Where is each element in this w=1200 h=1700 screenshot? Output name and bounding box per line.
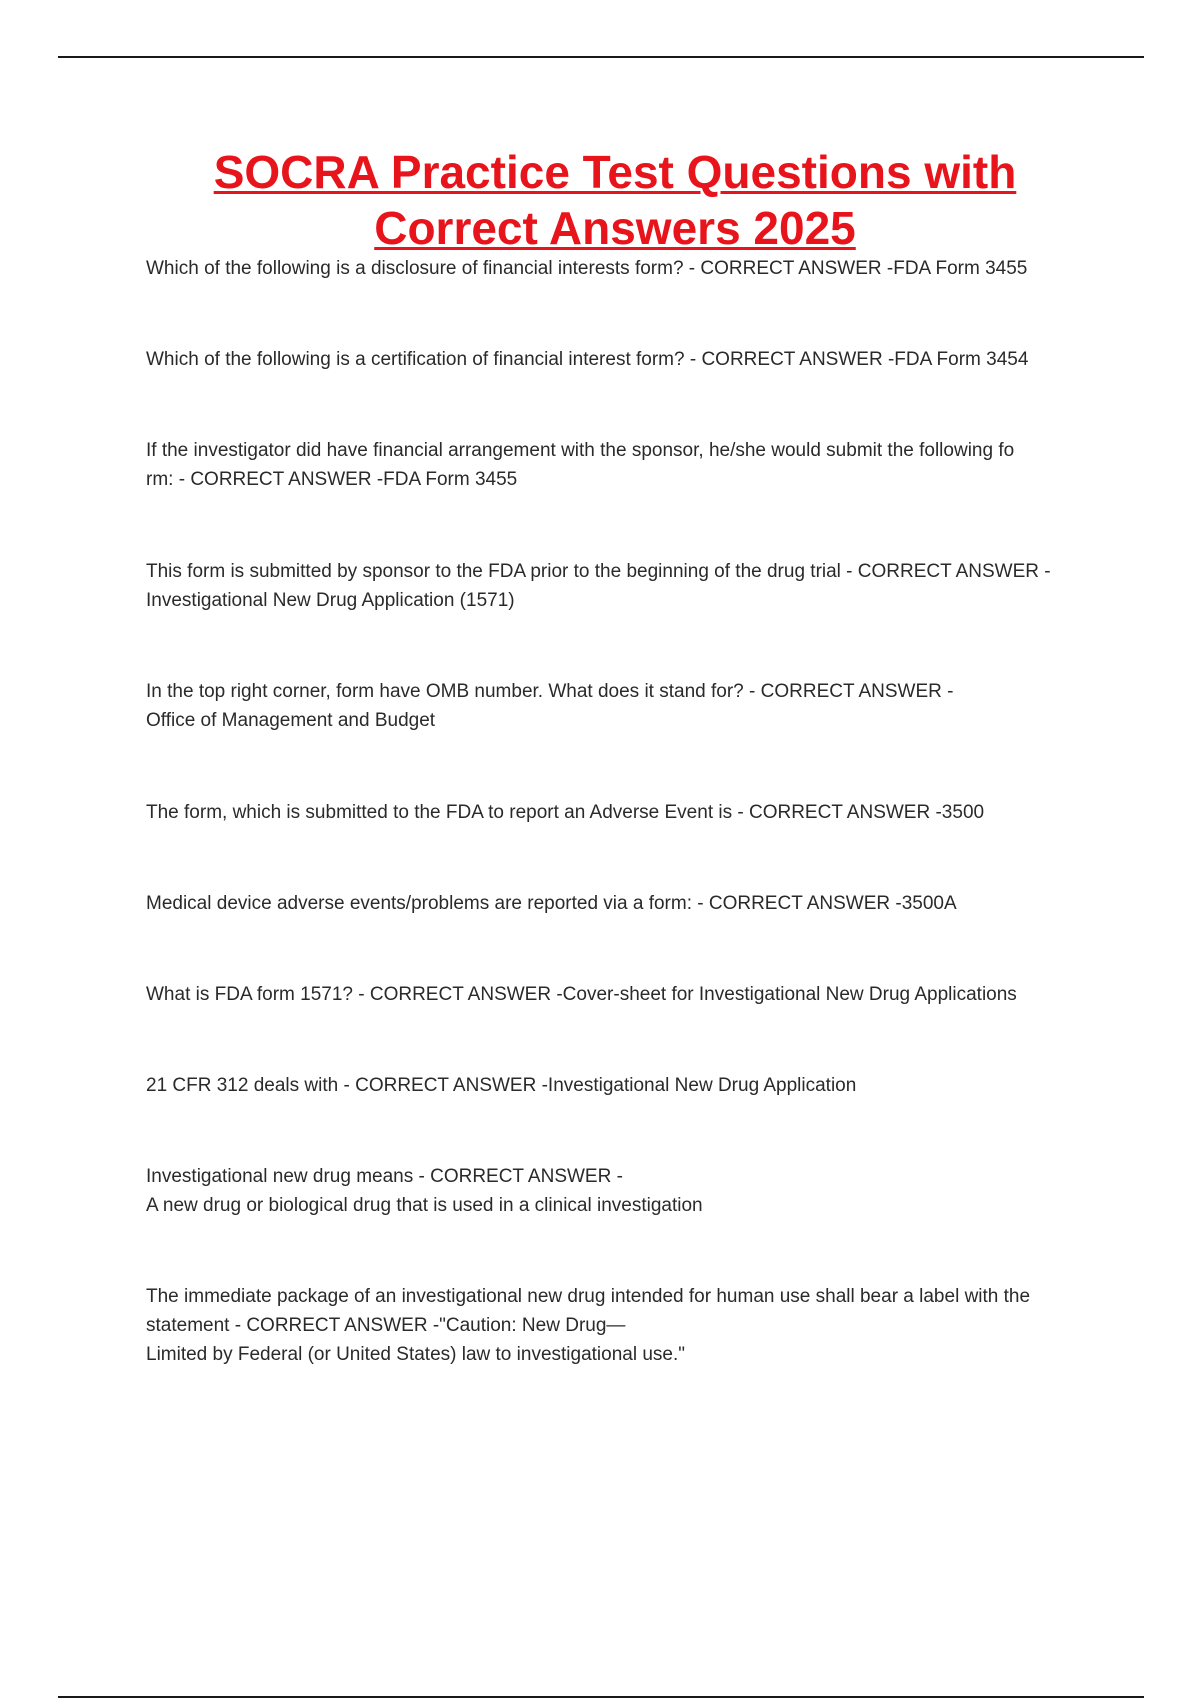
top-rule: [58, 56, 1144, 58]
qa-item-6: The form, which is submitted to the FDA to report an Adverse Event is - CORRECT ANSWER -3500: [146, 802, 985, 823]
bottom-rule: [58, 1696, 1144, 1698]
title-line-1: SOCRA Practice Test Questions with: [213, 146, 1017, 198]
qa-item-3: If the investigator did have financial arrangement with the sponsor, he/she would submit the following fo rm: - CORRECT ANSWER -FDA Form 3455: [146, 440, 1015, 490]
qa-item-2: Which of the following is a certification of financial interest form? - CORRECT ANSWER -FDA Form 3454: [146, 349, 1029, 370]
qa-item-1: Which of the following is a disclosure of financial interests form? - CORRECT ANSWER -FDA Form 3455: [146, 258, 1028, 279]
qa-item-7: Medical device adverse events/problems are reported via a form: - CORRECT ANSWER -3500A: [146, 893, 957, 914]
title-line-2: Correct Answers 2025: [374, 202, 856, 254]
qa-item-4: This form is submitted by sponsor to the FDA prior to the beginning of the drug trial - CORRECT ANSWER - Investigational New Drug Application (1571): [146, 561, 1051, 611]
qa-item-8: What is FDA form 1571? - CORRECT ANSWER -Cover-sheet for Investigational New Drug Applications: [146, 984, 1017, 1005]
qa-item-9: 21 CFR 312 deals with - CORRECT ANSWER -Investigational New Drug Application: [146, 1075, 857, 1096]
qa-item-11: The immediate package of an investigational new drug intended for human use shall bear a label with the statement - CORRECT ANSWER -"Caution: New Drug— Limited by Federal (or United States) law to investigational use.": [146, 1286, 1031, 1365]
qa-item-5: In the top right corner, form have OMB number. What does it stand for? - CORRECT ANSWER - Office of Management and Budget: [146, 681, 954, 731]
document-title: [110, 144, 1120, 256]
qa-item-10: Investigational new drug means - CORRECT ANSWER - A new drug or biological drug that is used in a clinical investigation: [146, 1166, 703, 1216]
